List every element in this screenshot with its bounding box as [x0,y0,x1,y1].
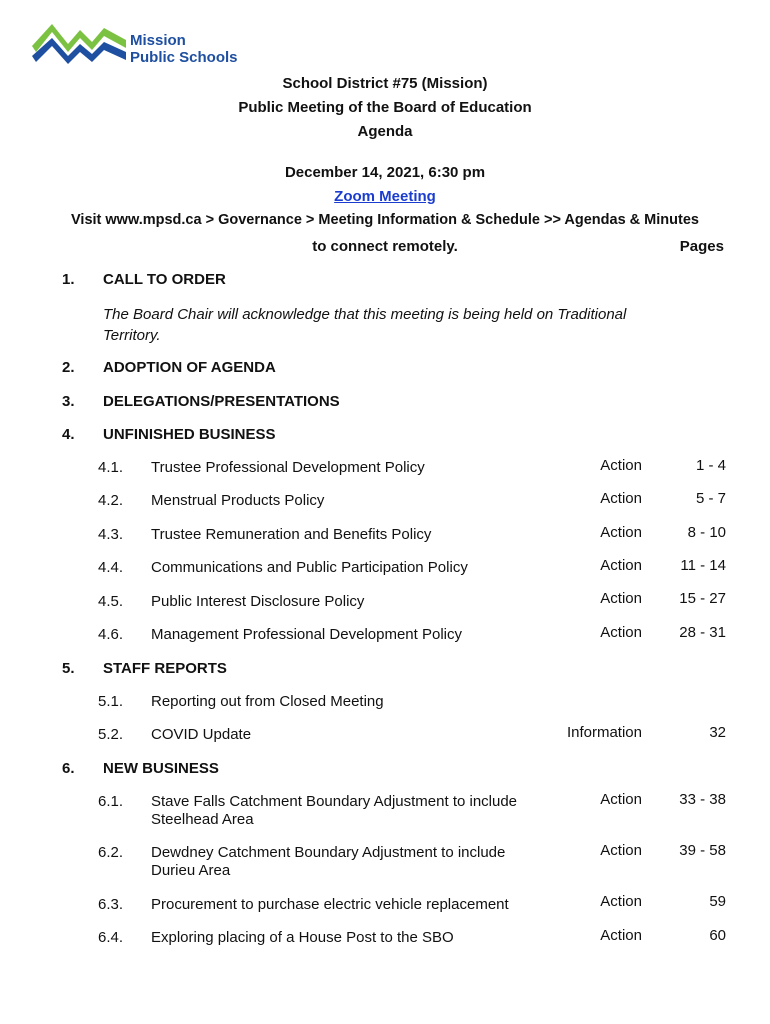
item-title: Dewdney Catchment Boundary Adjustment to include Durieu Area [151,844,506,879]
item-pages: 11 - 14 [680,557,726,574]
section-note: The Board Chair will acknowledge that this meeting is being held on Traditional Territory. [103,306,627,344]
section-title: NEW BUSINESS [103,760,219,777]
item-title: Management Professional Development Policy [151,626,462,643]
item-number: 5.1. [98,693,124,710]
item-number: 4.4. [98,559,124,576]
item-number: 6.2. [98,844,124,861]
item-title: Public Interest Disclosure Policy [151,593,365,610]
item-title: Stave Falls Catchment Boundary Adjustment to include Steelhead Area [151,793,518,828]
section-number: 5. [62,660,75,677]
logo-line-1: Mission [130,32,186,49]
item-number: 4.6. [98,626,124,643]
item-action: Action [600,524,642,541]
meeting-datetime: December 14, 2021, 6:30 pm [284,164,486,181]
meeting-title: Public Meeting of the Board of Education [238,99,532,116]
district-title: School District #75 (Mission) [282,75,488,92]
item-action: Action [600,457,642,474]
item-number: 6.1. [98,793,124,810]
item-pages: 28 - 31 [679,624,726,641]
section-number: 6. [62,760,75,777]
mountain-logo-icon [30,16,130,66]
item-action: Action [600,893,642,910]
item-pages: 8 - 10 [687,524,726,541]
item-action: Action [600,791,642,808]
item-title: Procurement to purchase electric vehicle replacement [151,896,509,913]
item-number: 4.3. [98,526,124,543]
item-number: 4.2. [98,492,124,509]
item-title: Reporting out from Closed Meeting [151,693,384,710]
item-title: COVID Update [151,726,252,743]
zoom-meeting-link[interactable]: Zoom Meeting [334,188,436,205]
item-pages: 1 - 4 [695,457,726,474]
item-title: Trustee Professional Development Policy [151,459,425,476]
pages-column-header: Pages [679,238,724,255]
item-pages: 33 - 38 [679,791,726,808]
item-title: Exploring placing of a House Post to the SBO [151,929,454,946]
section-title: DELEGATIONS/PRESENTATIONS [103,393,340,410]
section-title: UNFINISHED BUSINESS [103,426,276,443]
item-number: 4.5. [98,593,124,610]
document-title: Agenda [357,123,413,140]
item-pages: 5 - 7 [695,490,726,507]
item-number: 4.1. [98,459,124,476]
item-action: Action [600,557,642,574]
item-action: Action [600,624,642,641]
item-number: 5.2. [98,726,124,743]
item-title: Menstrual Products Policy [151,492,325,509]
item-title: Trustee Remuneration and Benefits Policy [151,526,432,543]
item-pages: 59 [709,893,726,910]
item-pages: 60 [709,927,726,944]
section-title: ADOPTION OF AGENDA [103,359,276,376]
item-action: Action [600,842,642,859]
item-action: Action [600,490,642,507]
section-number: 1. [62,271,75,288]
section-number: 4. [62,426,75,443]
item-pages: 39 - 58 [679,842,726,859]
item-number: 6.3. [98,896,124,913]
section-title: STAFF REPORTS [103,660,227,677]
item-number: 6.4. [98,929,124,946]
section-title: CALL TO ORDER [103,271,226,288]
connect-remotely-text: to connect remotely. [312,238,458,255]
item-action: Action [600,590,642,607]
item-title: Communications and Public Participation Policy [151,559,468,576]
section-number: 2. [62,359,75,376]
logo-line-2: Public Schools [130,49,238,66]
section-number: 3. [62,393,75,410]
item-pages: 15 - 27 [679,590,726,607]
school-logo [30,16,240,72]
item-pages: 32 [709,724,726,741]
item-action: Action [600,927,642,944]
item-action: Information [566,724,642,741]
visit-instructions: Visit www.mpsd.ca > Governance > Meeting Information & Schedule >> Agendas & Minutes [71,212,699,228]
